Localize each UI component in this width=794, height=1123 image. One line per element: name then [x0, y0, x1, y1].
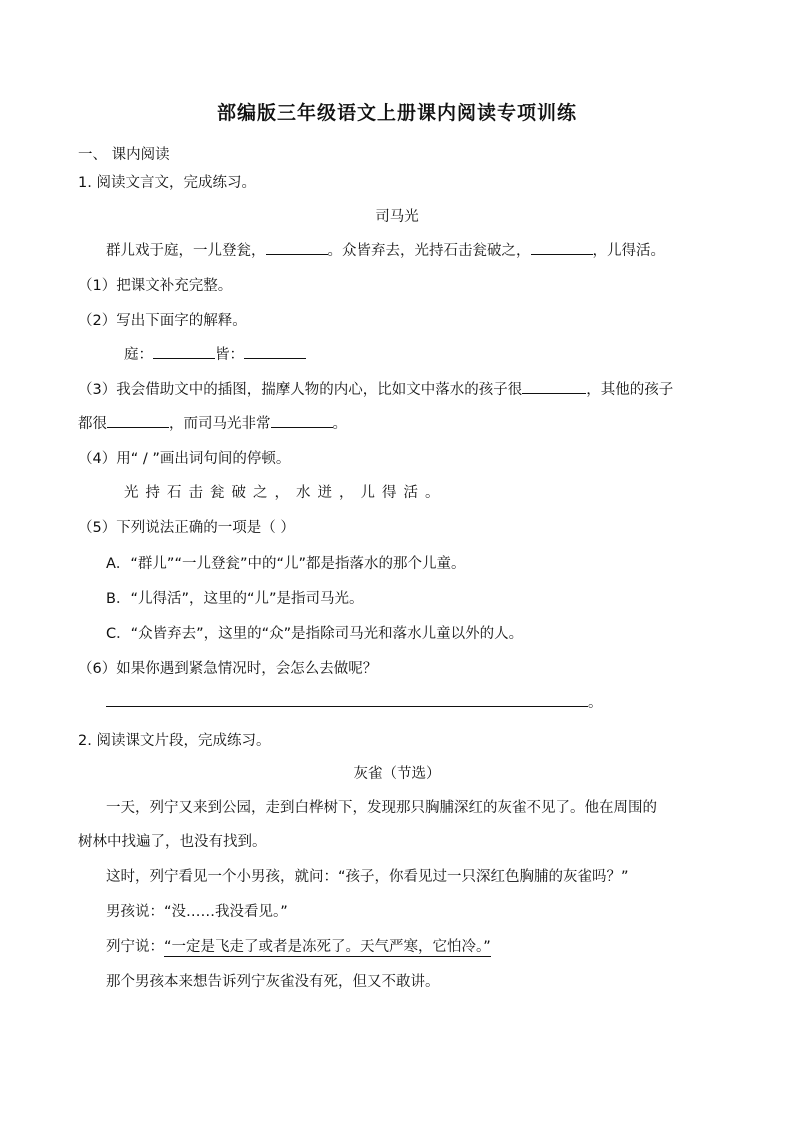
sub-question-3-text: 。	[332, 416, 347, 432]
sub-question-6: （6）如果你遇到紧急情况时，会怎么去做呢？	[78, 661, 378, 677]
sub-question-1: （1）把课文补充完整。	[78, 278, 233, 294]
fill-blank[interactable]	[271, 413, 333, 428]
paragraph-4	[106, 936, 491, 958]
paragraph-2: 这时，列宁看见一个小男孩，就问：“孩子，你看见过一只深红色胸脯的灰雀吗？”	[106, 869, 629, 885]
answer-line-end: 。	[588, 695, 603, 711]
paragraph-3: 男孩说：“没……我没看见。”	[106, 904, 288, 920]
paragraph-1-line-1: 一天，列宁又来到公园，走到白桦树下，发现那只胸脯深红的灰雀不见了。他在周围的	[106, 800, 657, 816]
question-2-stem: 2. 阅读课文片段，完成练习。	[78, 733, 271, 749]
passage-line	[106, 240, 665, 262]
fill-blank[interactable]	[531, 240, 593, 255]
sub-question-4: （4）用“ / ”画出词句间的停顿。	[78, 451, 291, 467]
passage-part: ，儿得活。	[592, 243, 665, 259]
text-title-simaguang: 司马光	[375, 209, 419, 225]
sub-question-2: （2）写出下面字的解释。	[78, 313, 247, 329]
worksheet-title: 部编版三年级语文上册课内阅读专项训练	[216, 102, 577, 124]
fill-blank[interactable]	[107, 413, 169, 428]
underlined-quote: “一定是飞走了或者是冻死了。天气严寒，它怕冷。”	[164, 939, 491, 955]
question-1-stem: 1. 阅读文言文，完成练习。	[78, 175, 256, 191]
definition-label: 庭：	[124, 347, 153, 363]
sub-question-3-continued	[78, 413, 347, 435]
option-b: B．“儿得活”，这里的“儿”是指司马光。	[106, 591, 364, 607]
definition-line	[124, 344, 306, 366]
sub-question-5: （5）下列说法正确的一项是（ ）	[78, 520, 295, 536]
fill-blank[interactable]	[153, 344, 215, 359]
fill-blank[interactable]	[244, 344, 306, 359]
text-title-huique: 灰雀（节选）	[353, 766, 441, 782]
section-heading: 一、 课内阅读	[78, 147, 170, 163]
paragraph-4-speaker: 列宁说：	[106, 939, 164, 955]
sub-question-3-text: ，其他的孩子	[586, 382, 674, 398]
paragraph-5: 那个男孩本来想告诉列宁灰雀没有死，但又不敢讲。	[106, 974, 440, 990]
passage-part: 群儿戏于庭，一儿登瓮，	[106, 243, 266, 259]
answer-line[interactable]	[106, 692, 588, 707]
sub-question-3-text: ，而司马光非常	[169, 416, 271, 432]
answer-line-row	[106, 692, 603, 714]
sub-question-3-text: 都很	[78, 416, 107, 432]
option-c: C．“众皆弃去”，这里的“众”是指除司马光和落水儿童以外的人。	[106, 626, 524, 642]
passage-part: 。众皆弃去，光持石击瓮破之，	[327, 243, 531, 259]
definition-label: 皆：	[215, 347, 244, 363]
option-a: A．“群儿”“一儿登瓮”中的“儿”都是指落水的那个儿童。	[106, 556, 466, 572]
fill-blank[interactable]	[266, 240, 328, 255]
sub-question-3-text: （3）我会借助文中的插图，揣摩人物的内心，比如文中落水的孩子很	[78, 382, 523, 398]
sub-question-3	[78, 379, 673, 401]
paragraph-1-line-2: 树林中找遍了，也没有找到。	[78, 834, 267, 850]
pause-sentence: 光持石击瓮破之，水迸，儿得活。	[124, 485, 447, 501]
fill-blank[interactable]	[522, 379, 586, 394]
